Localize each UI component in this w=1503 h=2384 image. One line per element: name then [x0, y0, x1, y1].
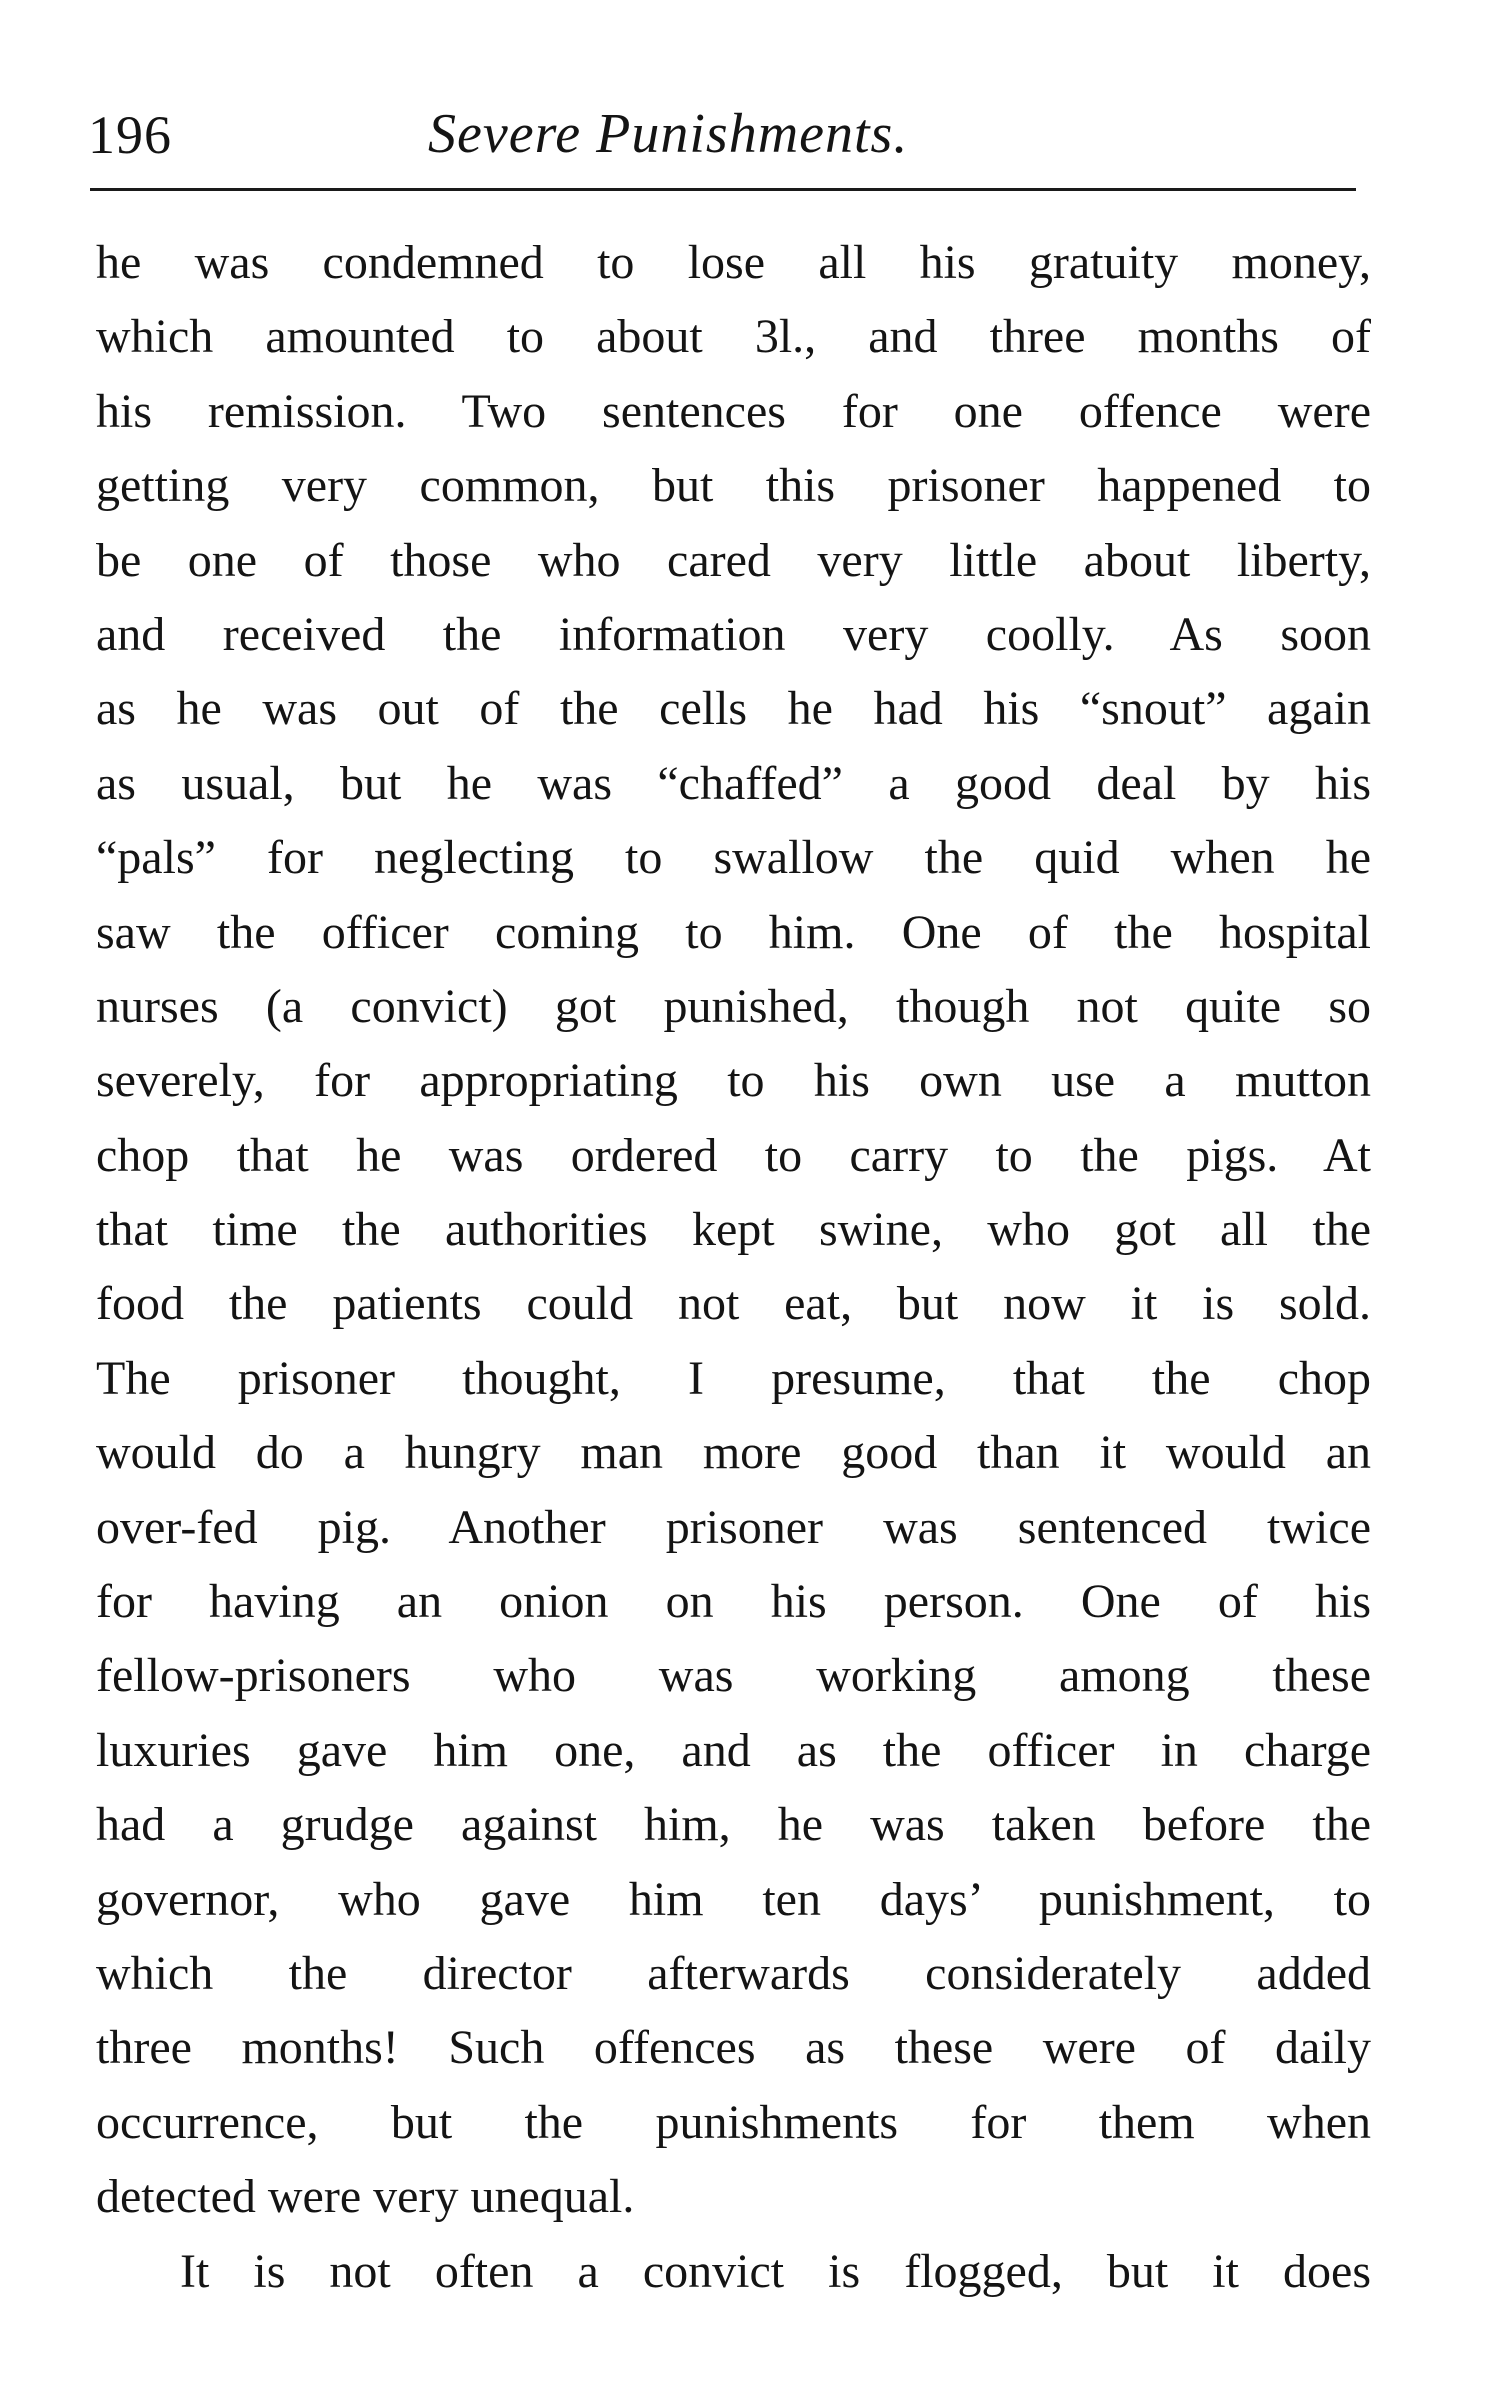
text-line: chop that he was ordered to carry to the pigs. At — [96, 1128, 1371, 1182]
text-line: detected were very unequal. — [96, 2170, 635, 2224]
text-line: food the patients could not eat, but now it is sold. — [96, 1277, 1371, 1331]
text-line: which amounted to about 3l., and three months of — [96, 310, 1371, 364]
paragraph — [96, 2235, 1371, 2309]
body-text — [96, 226, 1371, 2309]
text-line: severely, for appropriating to his own use a mutton — [96, 1054, 1371, 1108]
text-line: fellow-prisoners who was working among these — [96, 1649, 1371, 1703]
text-line: saw the officer coming to him. One of the hospital — [96, 905, 1371, 959]
text-line: luxuries gave him one, and as the officer in charge — [96, 1723, 1371, 1777]
text-line: his remission. Two sentences for one offence were — [96, 384, 1371, 438]
text-line: which the director afterwards considerately added — [96, 1946, 1371, 2000]
text-line: over-fed pig. Another prisoner was sentenced twice — [96, 1500, 1371, 1554]
text-line: would do a hungry man more good than it would an — [96, 1426, 1371, 1480]
text-line: that time the authorities kept swine, who got all the — [96, 1203, 1371, 1257]
text-line: It is not often a convict is flogged, but it does — [180, 2244, 1371, 2298]
text-line: be one of those who cared very little about liberty, — [96, 533, 1371, 587]
paragraph — [96, 226, 1371, 2235]
text-line: occurrence, but the punishments for them when — [96, 2095, 1371, 2149]
text-line: as he was out of the cells he had his “snout” again — [96, 682, 1371, 736]
text-line: he was condemned to lose all his gratuity money, — [96, 236, 1371, 289]
text-line: three months! Such offences as these were of daily — [96, 2021, 1371, 2075]
running-title: Severe Punishments. — [428, 103, 909, 165]
text-line: and received the information very coolly. As soon — [96, 607, 1371, 661]
header-rule — [90, 188, 1356, 191]
text-line: The prisoner thought, I presume, that the chop — [96, 1351, 1371, 1405]
text-line: “pals” for neglecting to swallow the quid when he — [96, 831, 1371, 885]
text-line: getting very common, but this prisoner happened to — [96, 459, 1371, 513]
text-line: governor, who gave him ten days’ punishment, to — [96, 1872, 1371, 1926]
text-line: as usual, but he was “chaffed” a good deal by his — [96, 756, 1371, 810]
page-header — [88, 92, 1358, 192]
page-number: 196 — [88, 105, 172, 165]
text-line: for having an onion on his person. One of his — [96, 1575, 1371, 1629]
text-line: had a grudge against him, he was taken before the — [96, 1798, 1371, 1852]
text-line: nurses (a convict) got punished, though not quite so — [96, 979, 1371, 1033]
